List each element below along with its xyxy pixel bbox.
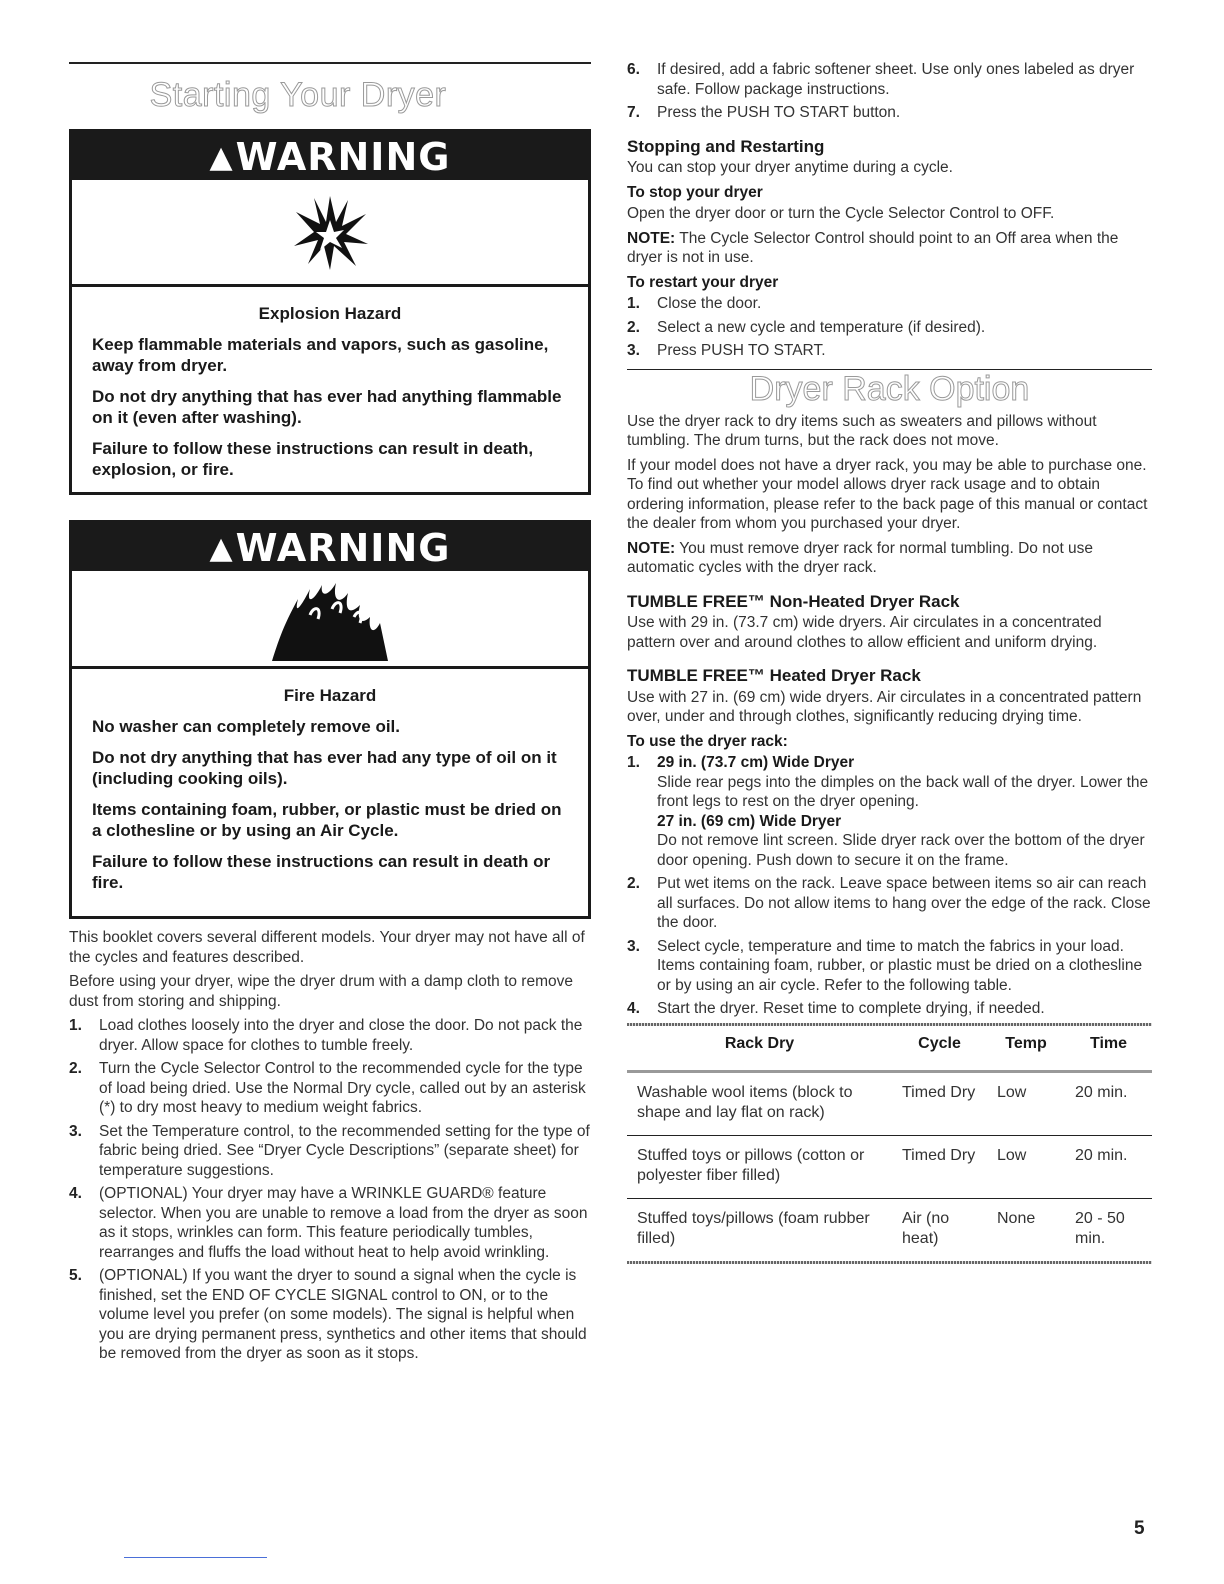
warning-triangle-icon: ▲ — [209, 140, 234, 175]
table-cell: None — [997, 1209, 1036, 1227]
stopping-heading: Stopping and Restarting — [627, 136, 825, 156]
restart-heading: To restart your dryer — [627, 273, 779, 291]
footer-line — [124, 1557, 267, 1558]
heated-heading: TUMBLE FREE™ Heated Dryer Rack — [627, 666, 921, 685]
list-item: 1. Close the door. — [627, 295, 762, 312]
list-item: 3. Set the Temperature control, to the recommended setting for the type of fabric being dried. See “Dryer Cycle Descriptions” (separate sheet) for temperature suggestions. — [69, 1122, 590, 1179]
hazard-title: Fire Hazard — [283, 686, 377, 705]
list-item: 4. Start the dryer. Reset time to complete drying, if needed. — [627, 1000, 1045, 1017]
warning-line: Do not dry anything that has ever had any type of oil on it (including cooking oils). — [92, 748, 557, 788]
table-row — [627, 1198, 1152, 1261]
table-header-row — [627, 1026, 1152, 1072]
intro-paragraph: Before using your dryer, wipe the dryer drum with a damp cloth to remove dust from storing and shipping. — [69, 973, 573, 1010]
use-rack-steps — [627, 753, 1152, 1019]
rack-note: NOTE: You must remove dryer rack for normal tumbling. Do not use automatic cycles with the dryer rack. — [627, 539, 1094, 576]
right-column — [627, 60, 1152, 1264]
table-cell: Stuffed toys/pillows (foam rubber filled) — [637, 1209, 870, 1247]
warning-line: Failure to follow these instructions can result in death, explosion, or fire. — [92, 439, 534, 479]
rack-dry-table — [627, 1026, 1152, 1261]
table-bottom-rule — [627, 1261, 1152, 1264]
hazard-title: Explosion Hazard — [258, 304, 402, 323]
list-item: 3. Select cycle, temperature and time to match the fabrics in your load. Items containing foam, rubber, or plastic must be dried on a clothesline or by using an air cycle. Refer to the following table. — [627, 937, 1143, 994]
list-item: 5. (OPTIONAL) If you want the dryer to sound a signal when the cycle is finished, set the END OF CYCLE SIGNAL control to ON, or to the volume level you prefer (on some models). The signal is helpful when you are drying permanent press, synthetics and other items that should be removed from the dryer as soon as it stops. — [69, 1267, 587, 1362]
page-number: 5 — [1134, 1518, 1145, 1539]
list-item: 4. (OPTIONAL) Your dryer may have a WRINKLE GUARD® feature selector. When you are unable to remove a load from the dryer as soon as it stops, wrinkles can form. This feature periodically tumbles, rearranges and fluffs the load without heat to help avoid wrinkling. — [69, 1185, 588, 1261]
steps-list — [69, 1016, 591, 1364]
stop-note: NOTE: The Cycle Selector Control should point to an Off area when the dryer is not in use. — [627, 229, 1119, 266]
warning-header: ▲WARNING — [72, 523, 588, 571]
rack-paragraph: If your model does not have a dryer rack, you may be able to purchase one. To find out whether your model allows dryer rack usage and to obtain ordering information, please refer to the back page of this manual or contact the dealer from whom you purchased your dryer. — [627, 456, 1148, 532]
rack-paragraph: Use the dryer rack to dry items such as sweaters and pillows without tumbling. The drum turns, but the rack does not move. — [627, 412, 1097, 449]
table-cell: Timed Dry — [892, 1071, 987, 1135]
table-cell: Washable wool items (block to shape and lay flat on rack) — [627, 1071, 892, 1135]
warning-box-fire — [69, 520, 591, 919]
list-item: 2. Select a new cycle and temperature (if desired). — [627, 318, 986, 336]
warning-text-fire — [72, 669, 588, 913]
section-title-starting: Starting Your Dryer — [149, 76, 447, 114]
table-header: Cycle — [918, 1034, 961, 1052]
warning-line: Keep flammable materials and vapors, such as gasoline, away from dryer. — [92, 335, 549, 375]
list-item: 3. Press PUSH TO START. — [627, 342, 826, 359]
table-cell: Stuffed toys or pillows (cotton or polyester fiber filled) — [627, 1135, 892, 1198]
table-cell: 20 - 50 min. — [1075, 1209, 1125, 1247]
warning-text-explosion — [72, 287, 588, 500]
warning-line: Do not dry anything that has ever had anything flammable on it (even after washing). — [92, 387, 562, 427]
nonheated-heading: TUMBLE FREE™ Non-Heated Dryer Rack — [627, 591, 960, 611]
intro-paragraph: This booklet covers several different models. Your dryer may not have all of the cycles and features described. — [69, 929, 585, 966]
stop-text: Open the dryer door or turn the Cycle Selector Control to OFF. — [627, 205, 1055, 222]
table-header: Rack Dry — [724, 1034, 795, 1052]
warning-line: Items containing foam, rubber, or plastic must be dried on a clothesline or by using an Air Cycle. — [92, 800, 562, 840]
left-body-text — [69, 928, 591, 1368]
table-row — [627, 1071, 1152, 1135]
top-rule-left — [69, 62, 591, 64]
use-rack-heading: To use the dryer rack: — [627, 732, 788, 750]
warning-box-explosion — [69, 129, 591, 495]
table-cell: Air (no heat) — [902, 1209, 950, 1247]
explosion-icon-area — [72, 180, 588, 287]
list-item: 2. Put wet items on the rack. Leave space between items so air can reach all surfaces. Do not allow items to hang over the edge of the rack. Close the door. — [627, 875, 1151, 931]
table-cell: Low — [987, 1071, 1065, 1135]
warning-header: ▲WARNING — [72, 132, 588, 180]
warning-triangle-icon: ▲ — [209, 531, 234, 566]
nonheated-text: Use with 29 in. (73.7 cm) wide dryers. Air circulates in a concentrated pattern over and around clothes to allow efficient and uniform drying. — [627, 614, 1102, 651]
list-item: 1. 29 in. (73.7 cm) Wide Dryer Slide rear pegs into the dimples on the back wall of the dryer. Lower the front legs to rest on the dryer opening. 27 in. (69 cm) Wide Dryer Do not remove lint screen. Slide dryer rack over the bottom of the dryer door opening. Push down to secure it on the frame. — [627, 754, 1149, 869]
table-row — [627, 1135, 1152, 1198]
table-cell: Low — [987, 1135, 1065, 1198]
table-header: Temp — [1005, 1034, 1047, 1052]
restart-steps — [627, 294, 1152, 361]
list-item: 2. Turn the Cycle Selector Control to the recommended cycle for the type of load being dried. Use the Normal Dry cycle, called out by an asterisk (*) to dry most heavy to medium weight fabrics. — [69, 1060, 586, 1116]
fire-icon — [270, 575, 390, 663]
table-cell: 20 min. — [1065, 1071, 1152, 1135]
heated-text: Use with 27 in. (69 cm) wide dryers. Air circulates in a concentrated pattern over, under and through clothes, significantly reducing drying time. — [627, 688, 1142, 725]
fire-icon-area — [72, 571, 588, 669]
stopping-intro: You can stop your dryer anytime during a cycle. — [627, 159, 953, 176]
warning-line: Failure to follow these instructions can result in death or fire. — [92, 852, 551, 892]
table-cell: 20 min. — [1065, 1135, 1152, 1198]
table-cell: Timed Dry — [892, 1135, 987, 1198]
list-item: 7. Press the PUSH TO START button. — [627, 104, 901, 121]
steps-list-continued — [627, 60, 1152, 123]
list-item: 6. If desired, add a fabric softener sheet. Use only ones labeled as dryer safe. Follow package instructions. — [627, 61, 1135, 98]
list-item: 1. Load clothes loosely into the dryer and close the door. Do not pack the dryer. Allow space for clothes to tumble freely. — [69, 1017, 583, 1054]
section-title-rack: Dryer Rack Option — [749, 370, 1030, 408]
table-header: Time — [1089, 1034, 1128, 1052]
explosion-icon — [290, 192, 370, 272]
warning-line: No washer can completely remove oil. — [92, 717, 401, 736]
stop-heading: To stop your dryer — [627, 183, 763, 201]
